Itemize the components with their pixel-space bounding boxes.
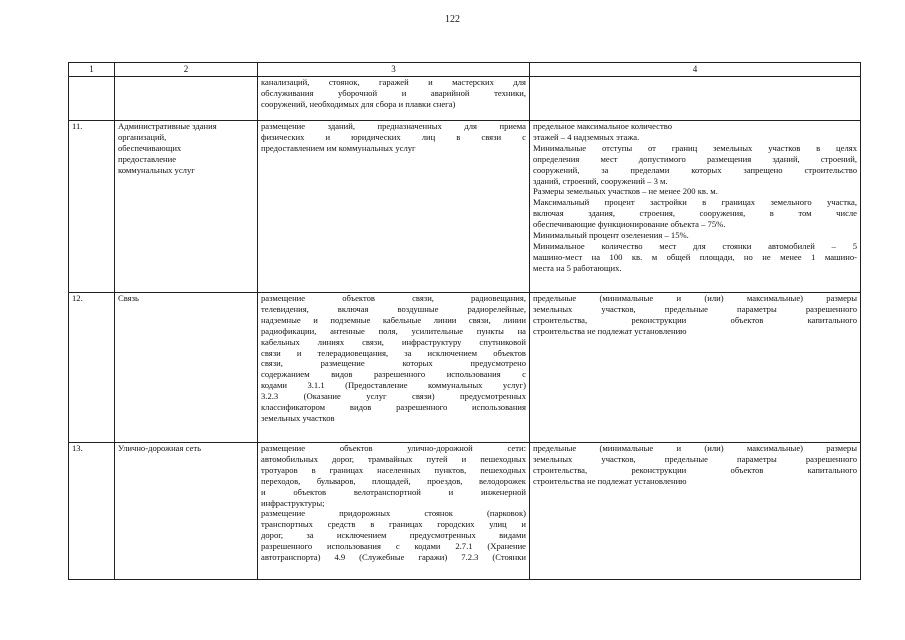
text-line: Максимальный процент застройки в границах земельного участка, <box>533 197 857 208</box>
header-col-3: 3 <box>258 63 530 77</box>
name-line: обеспечивающих <box>118 142 182 153</box>
continuation-uses-cell <box>258 77 530 121</box>
text-line: транспортных средств в границах городских улиц и <box>261 519 526 530</box>
text-line: кодами 3.1.1 (Предоставление коммунальных услуг) <box>261 380 526 391</box>
text-line: инфраструктуры; <box>261 497 325 508</box>
table-row-continuation <box>69 77 861 121</box>
text-line: земельных участков, предельные параметры разрешенного <box>533 303 857 314</box>
text-line: Минимальный процент озеленения – 15%. <box>533 230 689 241</box>
name-line: Улично-дорожная сеть <box>118 443 201 453</box>
row-name-cell <box>115 443 258 580</box>
text-line: Минимальное количество мест для стоянки автомобилей – 5 <box>533 240 857 251</box>
text-line: земельных участков <box>261 412 335 423</box>
text-line: предельное максимальное количество <box>533 121 672 131</box>
text-line: строительства не подлежат установлению <box>533 475 687 486</box>
text-line: обслуживания уборочной и аварийной техники, <box>261 87 526 98</box>
row-name-cell <box>115 121 258 293</box>
text-line: строительства, реконструкции объектов капитального <box>533 464 857 475</box>
text-line: предоставлением им коммунальных услуг <box>261 142 416 153</box>
table-row <box>69 443 861 580</box>
text-line: Размеры земельных участков – не менее 200 кв. м. <box>533 186 718 197</box>
text-line: сооружений, за пределами которых запрещено строительство <box>533 164 857 175</box>
text-line: этажей – 4 надземных этажа. <box>533 131 640 142</box>
text-line: размещение зданий, предназначенных для приема <box>261 121 526 131</box>
text-line: связи и телерадиовещания, за исключением объектов <box>261 347 526 358</box>
header-col-1: 1 <box>69 63 115 77</box>
text-line: размещение объектов улично-дорожной сети: <box>261 443 526 453</box>
text-line: места на 5 работающих. <box>533 262 622 273</box>
text-line: размещение придорожных стоянок (парковок) <box>261 508 526 519</box>
text-line: переходов, бульваров, площадей, проездов, велодорожек <box>261 475 526 486</box>
name-line: Связь <box>118 293 139 303</box>
text-line: автомобильных дорог, трамвайных путей и пешеходных <box>261 453 526 464</box>
continuation-num-cell <box>69 77 115 121</box>
text-line: земельных участков, предельные параметры разрешенного <box>533 453 857 464</box>
text-line: строительства не подлежат установлению <box>533 325 687 336</box>
text-line: физических и юридических лиц в связи с <box>261 131 526 142</box>
name-line: предоставление <box>118 153 177 164</box>
zoning-table <box>68 62 861 580</box>
text-line: размещение объектов связи, радиовещания, <box>261 293 526 303</box>
table-row <box>69 121 861 293</box>
text-line: радиофикации, антенные поля, усилительные пункты на <box>261 325 526 336</box>
text-line: телевидения, включая воздушные радиорелейные, <box>261 303 526 314</box>
name-line: Административные здания <box>118 121 217 131</box>
row-uses-cell <box>258 443 530 580</box>
text-line: автотранспорта) 4.9 (Служебные гаражи) 7.2.3 (Стоянки <box>261 552 526 563</box>
text-line: зданий, строений, сооружений – 3 м. <box>533 175 668 186</box>
text-line: машино-мест на 100 кв. м общей площади, но не менее 1 машино- <box>533 251 857 262</box>
text-line: и объектов велотранспортной и инженерной <box>261 486 526 497</box>
table-header-row <box>69 63 861 77</box>
text-line: строительства, реконструкции объектов капитального <box>533 314 857 325</box>
text-line: включая здания, строения, сооружения, в том числе <box>533 208 857 219</box>
row-params-cell <box>530 443 861 580</box>
text-line: обеспечивающие функционирование объекта – 75%. <box>533 219 726 230</box>
continuation-params-cell <box>530 77 861 121</box>
page-number: 122 <box>445 14 460 25</box>
row-params-cell <box>530 293 861 443</box>
header-col-4: 4 <box>530 63 861 77</box>
row-number: 13. <box>69 443 115 580</box>
table-row <box>69 293 861 443</box>
row-number: 12. <box>69 293 115 443</box>
text-line: сооружений, необходимых для сбора и плавки снега) <box>261 98 456 109</box>
row-uses-cell <box>258 121 530 293</box>
text-line: кабельных линиях связи, инфраструктуру спутниковой <box>261 336 526 347</box>
text-line: предельные (минимальные и (или) максимальные) размеры <box>533 293 857 303</box>
text-line: канализаций, стоянок, гаражей и мастерских для <box>261 77 526 87</box>
text-line: определения мест допустимого размещения зданий, строений, <box>533 153 857 164</box>
continuation-name-cell <box>115 77 258 121</box>
name-line: организаций, <box>118 131 167 142</box>
row-uses-cell <box>258 293 530 443</box>
text-line: связи, размещение которых предусмотрено <box>261 358 526 369</box>
text-line: надземные и подземные кабельные линии связи, линии <box>261 314 526 325</box>
text-line: предельные (минимальные и (или) максимальные) размеры <box>533 443 857 453</box>
text-line: 3.2.3 (Оказание услуг связи) предусмотренных <box>261 391 526 402</box>
text-line: разрешенного использования с кодами 2.7.1 (Хранение <box>261 541 526 552</box>
header-col-2: 2 <box>115 63 258 77</box>
text-line: дорог, за исключением предусмотренных видами <box>261 530 526 541</box>
text-line: Минимальные отступы от границ земельных участков в целях <box>533 142 857 153</box>
row-number: 11. <box>69 121 115 293</box>
row-params-cell <box>530 121 861 293</box>
text-line: содержанием видов разрешенного использования с <box>261 369 526 380</box>
text-line: классификатором видов разрешенного использования <box>261 402 526 413</box>
row-name-cell <box>115 293 258 443</box>
name-line: коммунальных услуг <box>118 164 195 175</box>
text-line: тротуаров в границах населенных пунктов, пешеходных <box>261 464 526 475</box>
